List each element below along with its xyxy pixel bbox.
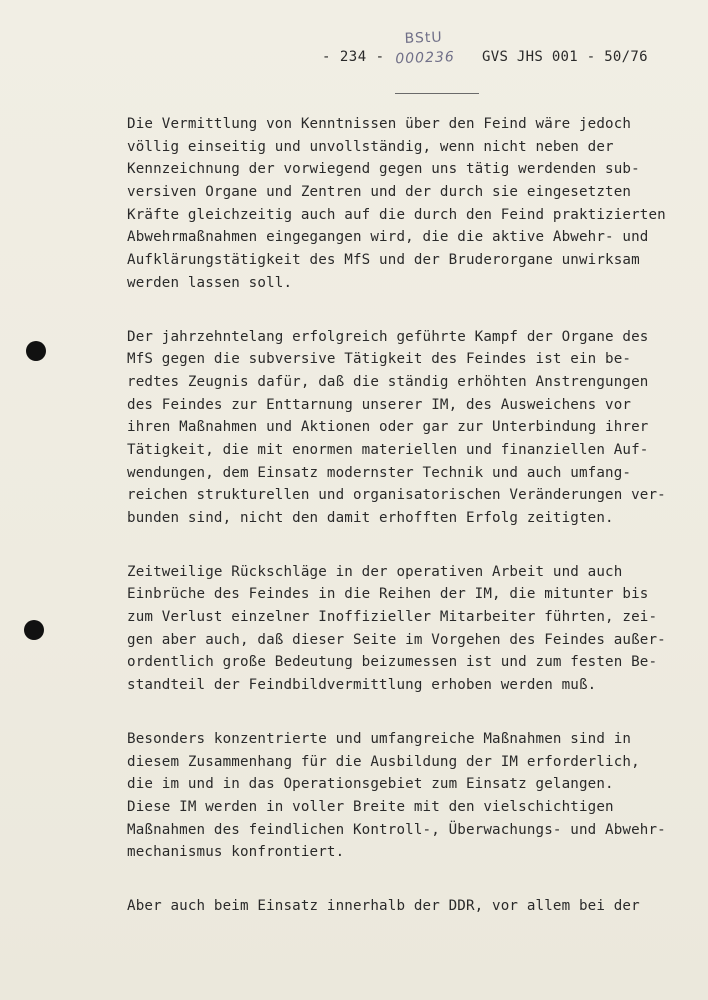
text-line: Aufklärungstätigkeit des MfS und der Bruderorgane unwirksam bbox=[127, 252, 640, 269]
text-line: Abwehrmaßnahmen eingegangen wird, die die aktive Abwehr- und bbox=[127, 229, 649, 246]
punch-hole-top bbox=[26, 341, 46, 361]
text-line: des Feindes zur Enttarnung unserer IM, des Ausweichens vor bbox=[127, 396, 632, 413]
header-underline bbox=[395, 93, 479, 94]
punch-hole-bottom bbox=[24, 620, 44, 640]
body-text bbox=[127, 113, 697, 949]
text-line: Kennzeichnung der vorwiegend gegen uns tätig werdenden sub- bbox=[127, 161, 640, 178]
text-line: ordentlich große Bedeutung beizumessen ist und zum festen Be- bbox=[127, 654, 658, 671]
text-line: MfS gegen die subversive Tätigkeit des Feindes ist ein be- bbox=[127, 351, 632, 368]
text-line: reichen strukturellen und organisatorischen Veränderungen ver- bbox=[127, 487, 666, 504]
text-line: Einbrüche des Feindes in die Reihen der IM, die mitunter bis bbox=[127, 586, 649, 603]
classification-reference: GVS JHS 001 - 50/76 bbox=[482, 49, 648, 65]
paragraph-4 bbox=[127, 728, 697, 864]
text-line: die im und in das Operationsgebiet zum Einsatz gelangen. bbox=[127, 776, 614, 793]
paragraph-5 bbox=[127, 895, 697, 918]
text-line: gen aber auch, daß dieser Seite im Vorgehen des Feindes außer- bbox=[127, 631, 666, 648]
text-line: standteil der Feindbildvermittlung erhoben werden muß. bbox=[127, 677, 597, 694]
paragraph-2 bbox=[127, 326, 697, 530]
text-line: diesem Zusammenhang für die Ausbildung der IM erforderlich, bbox=[127, 753, 640, 770]
paragraph-1 bbox=[127, 113, 697, 295]
text-line: Kräfte gleichzeitig auch auf die durch den Feind praktizierten bbox=[127, 206, 666, 223]
text-line: Maßnahmen des feindlichen Kontroll-, Überwachungs- und Abwehr- bbox=[127, 821, 666, 838]
text-line: Diese IM werden in voller Breite mit den vielschichtigen bbox=[127, 798, 614, 815]
stamp-archive-number: 000236 bbox=[395, 49, 456, 68]
archive-stamp bbox=[395, 27, 456, 69]
text-line: Aber auch beim Einsatz innerhalb der DDR, vor allem bei der bbox=[127, 897, 640, 914]
text-line: ihren Maßnahmen und Aktionen oder gar zur Unterbindung ihrer bbox=[127, 419, 649, 436]
page-number: - 234 - bbox=[322, 49, 385, 65]
text-line: redtes Zeugnis dafür, daß die ständig erhöhten Anstrengungen bbox=[127, 373, 649, 390]
text-line: Die Vermittlung von Kenntnissen über den Feind wäre jedoch bbox=[127, 116, 632, 132]
stamp-archive-label: BStU bbox=[404, 29, 443, 47]
text-line: versiven Organe und Zentren und der durch sie eingesetzten bbox=[127, 184, 632, 201]
text-line: Tätigkeit, die mit enormen materiellen und finanziellen Auf- bbox=[127, 441, 649, 458]
text-line: Zeitweilige Rückschläge in der operativen Arbeit und auch bbox=[127, 563, 623, 580]
paragraph-3 bbox=[127, 561, 697, 697]
text-line: Besonders konzentrierte und umfangreiche Maßnahmen sind in bbox=[127, 730, 632, 747]
text-line: Der jahrzehntelang erfolgreich geführte Kampf der Organe des bbox=[127, 328, 649, 345]
text-line: bunden sind, nicht den damit erhofften Erfolg zeitigten. bbox=[127, 510, 614, 526]
text-line: werden lassen soll. bbox=[127, 274, 293, 291]
text-line: völlig einseitig und unvollständig, wenn nicht neben der bbox=[127, 138, 614, 155]
text-line: mechanismus konfrontiert. bbox=[127, 844, 345, 861]
text-line: zum Verlust einzelner Inoffizieller Mitarbeiter führten, zei- bbox=[127, 609, 658, 626]
text-line: wendungen, dem Einsatz modernster Technik und auch umfang- bbox=[127, 464, 632, 481]
